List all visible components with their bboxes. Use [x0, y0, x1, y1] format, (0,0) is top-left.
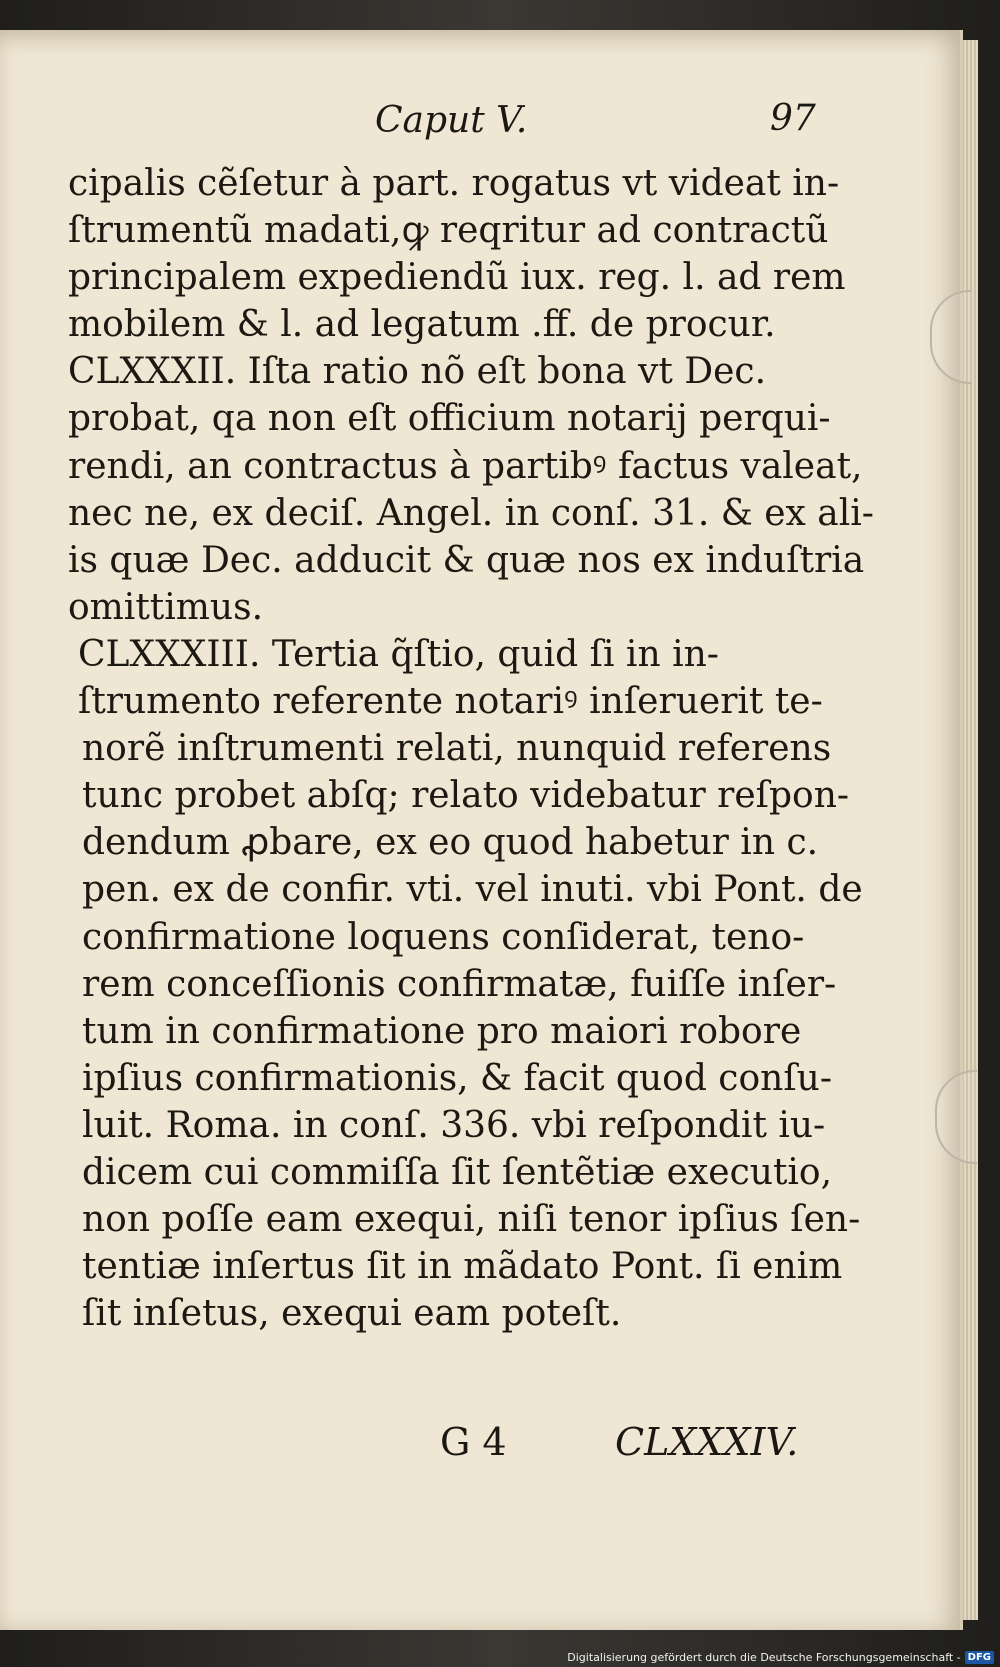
text-line: mobilem & l. ad legatum .ff. de procur. [68, 304, 776, 346]
catchword: CLXXXIV. [615, 1420, 799, 1464]
text-line: luit. Roma. in conſ. 336. vbi reſpondit iu- [82, 1104, 826, 1146]
running-header: Caput V. [375, 100, 528, 141]
funding-banner-text: Digitalisierung gefördert durch die Deutsche Forschungsgemeinschaft - [567, 1651, 961, 1664]
text-line: dicem cui commiſſa ſit ſentẽtiæ executio, [82, 1151, 833, 1193]
text-line: confirmatione loquens conſiderat, teno- [82, 916, 805, 958]
text-line: rem conceſſionis confirmatæ, fuiſſe inſer- [82, 963, 837, 1005]
text-line: is quæ Dec. adducit & quæ nos ex induſtria [68, 539, 865, 581]
text-line: dendum ꝓbare, ex eo quod habetur in c. [82, 822, 819, 864]
signature-mark: G 4 [440, 1420, 507, 1464]
text-line: ipſius confirmationis, & facit quod conſu- [82, 1057, 833, 1099]
text-line: pen. ex de confir. vti. vel inuti. vbi Pont. de [82, 869, 863, 911]
text-line: nec ne, ex deciſ. Angel. in conſ. 31. & ex ali- [68, 492, 874, 534]
text-line: tentiæ inſertus ſit in mãdato Pont. ſi enim [82, 1246, 843, 1288]
text-line: ſtrumentũ madati,ꝙ reqritur ad contractũ [68, 210, 829, 252]
text-line: tunc probet abſq; relato videbatur reſpon- [82, 775, 850, 817]
page-number: 97 [770, 98, 816, 139]
text-line: cipalis cẽſetur à part. rogatus vt videat in- [68, 163, 840, 204]
text-line: ſtrumento referente notariꝰ inſeruerit te- [78, 681, 823, 723]
text-line: rendi, an contractus à partibꝰ factus valeat, [68, 445, 863, 487]
text-line: non poſſe eam exequi, niſi tenor ipſius ſen- [82, 1199, 861, 1241]
text-line: tum in confirmatione pro maiori robore [82, 1010, 802, 1052]
text-line: principalem expediendũ iux. reg. l. ad rem [68, 257, 846, 299]
text-line: CLXXXII. Iſta ratio nõ eſt bona vt Dec. [68, 351, 767, 393]
text-line: CLXXXIII. Tertia q̃ſtio, quid ſi in in- [78, 633, 719, 675]
body-text [68, 160, 874, 1337]
text-line: omittimus. [68, 586, 264, 628]
funding-banner [567, 1651, 994, 1664]
text-line: ſit inſetus, exequi eam poteſt. [82, 1293, 622, 1335]
dfg-logo-icon: DFG [965, 1651, 994, 1664]
text-line: norẽ inſtrumenti relati, nunquid referens [82, 728, 832, 770]
text-line: probat, qa non eſt officium notarij perqui- [68, 398, 831, 440]
